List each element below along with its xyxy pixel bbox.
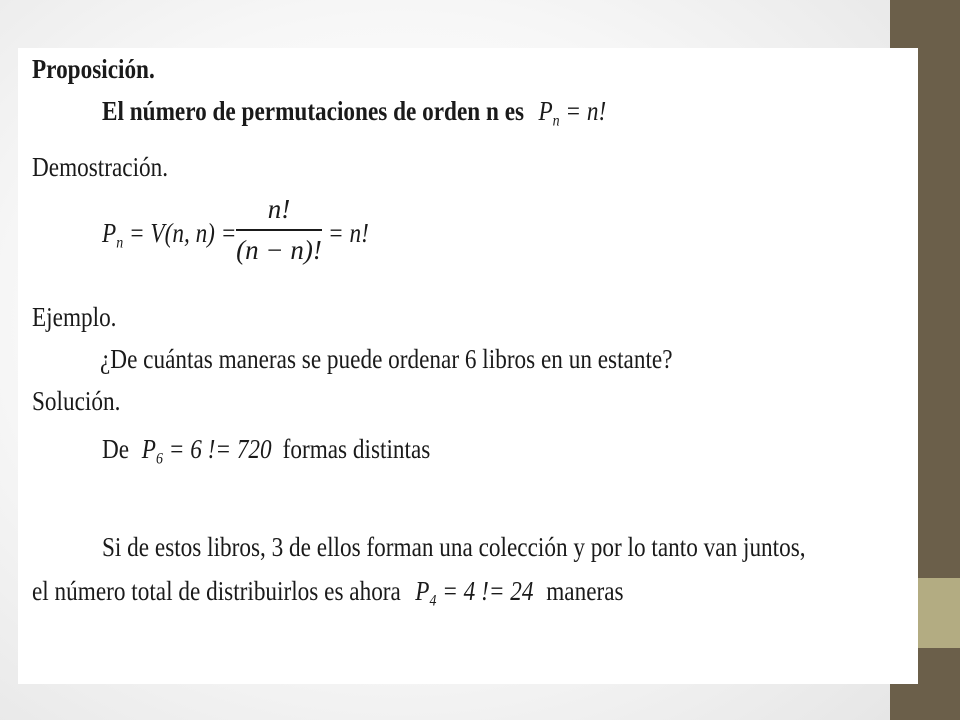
followup-suffix: maneras	[546, 576, 624, 606]
proposition-heading: Proposición.	[32, 54, 155, 84]
solution-heading: Solución.	[32, 386, 121, 416]
followup-formula: $P_4 = 4$ != 24	[415, 576, 534, 610]
demonstration-heading: Demostración.	[32, 152, 169, 182]
demonstration-rhs: = n!	[328, 218, 369, 248]
proposition-text: El número de permutaciones de orden n es	[102, 96, 525, 126]
solution-prefix: De	[102, 434, 130, 464]
solution-suffix: formas distintas	[282, 434, 431, 464]
fraction-denominator: (n − n)!	[236, 235, 322, 265]
proposition-statement	[102, 98, 606, 129]
demonstration-fraction	[236, 194, 322, 266]
proposition-formula: $P_n = n$!	[538, 96, 607, 130]
solution-line	[102, 436, 430, 467]
fraction-numerator: n!	[267, 194, 291, 224]
followup-line-2	[32, 578, 624, 609]
example-heading: Ejemplo.	[32, 302, 117, 332]
slide-content-image	[18, 48, 918, 684]
solution-formula: $P_6 = 6$ != 720	[141, 434, 272, 468]
followup-line-1: Si de estos libros, 3 de ellos forman una colección y por lo tanto van juntos,	[102, 532, 806, 562]
example-question: ¿De cuántas maneras se puede ordenar 6 libros en un estante?	[100, 344, 673, 374]
demonstration-lhs: $P_n = V(n$, n) =	[102, 218, 237, 252]
followup-prefix: el número total de distribuirlos es ahora	[32, 576, 401, 606]
